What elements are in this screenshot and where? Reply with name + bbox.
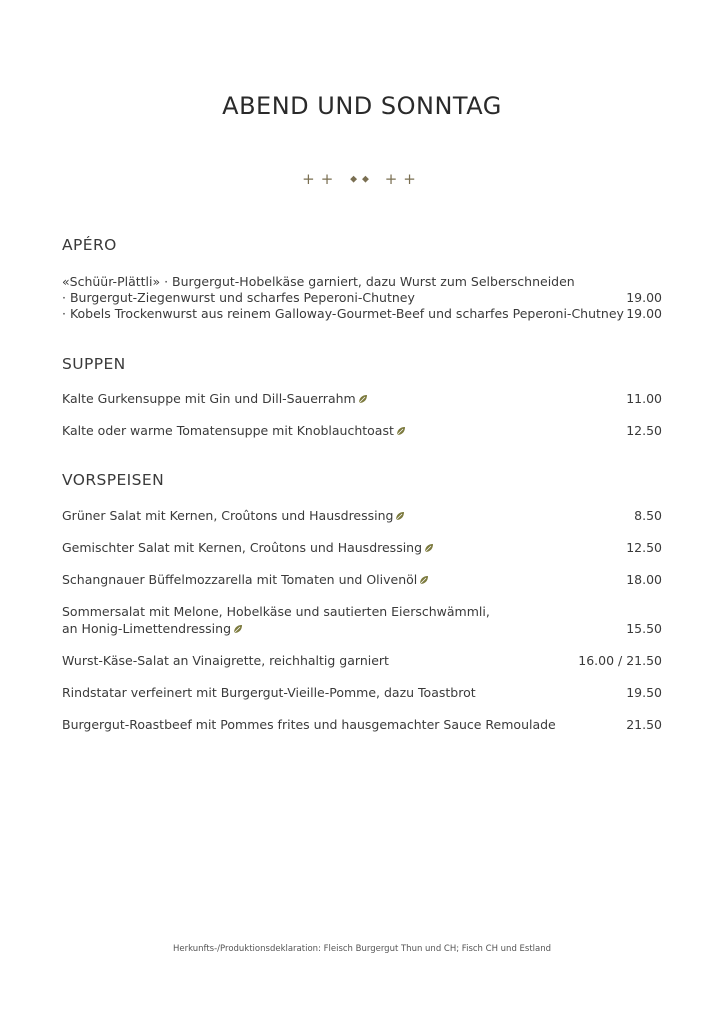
item-price: 12.50 [626,423,662,438]
item-price: 8.50 [634,508,662,523]
leaf-icon [424,543,434,553]
item-price: 19.00 [626,306,662,321]
item-name: Kalte oder warme Tomatensuppe mit Knoblauchtoast [62,423,394,438]
section-title-apero: APÉRO [62,236,117,254]
leaf-icon [358,394,368,404]
ornament-dot: ◆ [350,174,362,185]
item-name: Kalte Gurkensuppe mit Gin und Dill-Sauerrahm [62,391,356,406]
section-title-suppen: SUPPEN [62,355,126,373]
ornament-divider [0,170,724,188]
leaf-icon [233,624,243,634]
item-name: Grüner Salat mit Kernen, Croûtons und Hausdressing [62,508,394,523]
ornament-plus: + [320,170,340,188]
item-description [62,572,429,588]
section-title-vorspeisen: VORSPEISEN [62,471,165,489]
item-price: 19.00 [626,290,662,305]
item-description: Sommersalat mit Melone, Hobelkäse und sautierten Eierschwämmli, [62,604,490,619]
ornament-plus: + [302,170,321,188]
origin-declaration: Herkunfts-/Produktionsdeklaration: Fleisch Burgergut Thun und CH; Fisch CH und Estland [172,944,552,954]
leaf-icon [396,426,406,436]
item-price: 21.50 [626,717,662,732]
ornament-dot: ◆ [362,174,374,185]
item-description [62,540,434,556]
item-description: Burgergut-Roastbeef mit Pommes frites und hausgemachter Sauce Remoulade [62,717,556,732]
item-price: 15.50 [626,621,662,636]
item-description [62,423,406,439]
leaf-icon [419,575,429,585]
item-name: Gemischter Salat mit Kernen, Croûtons und Hausdressing [62,540,423,555]
item-price: 16.00 / 21.50 [578,653,662,668]
page-title: ABEND UND SONNTAG [222,92,502,120]
item-price: 18.00 [626,572,662,587]
ornament-plus: + [384,170,404,188]
item-price: 19.50 [626,685,662,700]
item-price: 11.00 [626,391,662,406]
item-name: an Honig-Limettendressing [62,621,232,636]
item-description: · Kobels Trockenwurst aus reinem Galloway-Gourmet-Beef und scharfes Peperoni-Chutney [62,306,624,321]
item-description: Wurst-Käse-Salat an Vinaigrette, reichhaltig garniert [62,653,389,668]
ornament-plus: + [403,170,422,188]
item-description [62,508,405,524]
item-description [62,621,243,637]
item-name: Schangnauer Büffelmozzarella mit Tomaten und Olivenöl [62,572,418,587]
item-description [62,391,368,407]
leaf-icon [395,511,405,521]
item-price: 12.50 [626,540,662,555]
item-description: Rindstatar verfeinert mit Burgergut-Vieille-Pomme, dazu Toastbrot [62,685,476,700]
item-description: · Burgergut-Ziegenwurst und scharfes Peperoni-Chutney [62,290,415,305]
item-description: «Schüür-Plättli» · Burgergut-Hobelkäse garniert, dazu Wurst zum Selberschneiden [62,274,575,289]
